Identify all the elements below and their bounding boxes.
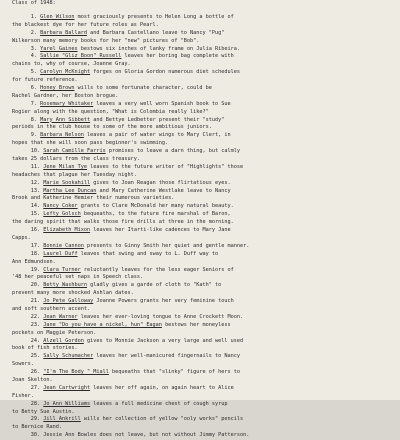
will-entry-line — [12, 85, 390, 93]
entry-text: leaves a full medicine chest of cough syrup — [93, 400, 228, 407]
will-entry-line — [12, 156, 390, 164]
entry-text: and soft southern accent. — [12, 305, 91, 312]
student-name: Betty Washburn — [43, 282, 87, 289]
entry-number: 17. — [30, 242, 41, 249]
will-entry-line — [12, 267, 390, 275]
entry-text: Rogier along with the question, "What is Colombia really like?" — [12, 108, 209, 115]
entry-text: Fisher. — [12, 392, 34, 399]
student-name: Mary Ann Sibbett — [40, 116, 91, 123]
will-entry-line — [12, 345, 390, 353]
will-entry-line — [12, 243, 390, 251]
student-name: Elizabeth Mixon — [43, 227, 91, 234]
will-entry-line — [12, 124, 390, 132]
will-entry-line — [12, 77, 390, 85]
entry-text: gives to Joan Reagan those flirtatious eyes. — [93, 179, 231, 186]
entry-number: 10. — [30, 148, 41, 155]
will-entry-line — [12, 140, 390, 148]
entry-text: leaves her ever-loving tongue to Anne Crockett Moon. — [80, 313, 244, 320]
will-entry-line — [12, 101, 390, 109]
will-entry-line — [12, 219, 390, 227]
entry-text: Jessie Ann Bowles does not leave, but not without Jimmy Patterson. — [43, 432, 250, 439]
entry-text: prevent many more shocked Ashlan dates. — [12, 290, 134, 297]
will-entry-line — [12, 109, 390, 117]
entry-text: and Mary Catherine Westlake leave to Nancy — [99, 187, 231, 194]
student-name: Jo Ann Williams — [43, 400, 91, 407]
entry-number: 30. — [30, 432, 41, 439]
will-entry-line — [12, 188, 390, 196]
will-entry-line — [12, 338, 390, 346]
entry-text: bequeaths that "slinky" figure of hers to — [111, 369, 241, 376]
will-entry-line — [12, 46, 390, 54]
entry-number: 3. — [30, 45, 37, 52]
entry-text: leaves that swing and sway to L. Duff way to — [80, 250, 219, 257]
entry-text: periods in the club house to some of the more ambitious juniors. — [12, 124, 212, 131]
will-entry-line — [12, 61, 390, 69]
student-name: Alzell Gordon — [43, 337, 84, 344]
will-entry-line — [12, 180, 390, 188]
will-entry-line — [12, 30, 390, 38]
entry-number: 29. — [30, 416, 41, 423]
entry-number: 1. — [30, 14, 37, 20]
will-entry-line — [12, 69, 390, 77]
will-entry-line — [12, 298, 390, 306]
entry-text: pockets on Maggie Peterson. — [12, 329, 97, 336]
entry-text: Ann Edmundsen. — [12, 258, 56, 265]
student-name: Barbara Nelson — [40, 132, 84, 139]
entry-text: leaves a pair of water wings to Mary Clert, in — [86, 132, 231, 139]
will-entry-line — [12, 235, 390, 243]
entry-number: 27. — [30, 384, 41, 391]
entry-text: Joanne Powers grants her very feminine touch — [96, 298, 234, 305]
page-heading: Class of 1948: — [12, 0, 56, 6]
will-entry-line — [12, 227, 390, 235]
entry-text: forges on Gloria Gordon numerous diet schedules — [93, 69, 241, 76]
entry-number: 9. — [30, 132, 37, 139]
entry-number: 15. — [30, 211, 41, 218]
student-name: Jean Warner — [43, 313, 78, 320]
will-entry-line — [12, 53, 390, 61]
student-name: Marie Sookahill — [43, 179, 91, 186]
entry-number: 7. — [30, 100, 37, 107]
entry-number: 18. — [30, 250, 41, 257]
student-name: Nancy Coker — [43, 203, 78, 210]
entry-number: 8. — [30, 116, 37, 123]
student-name: Glen Wilson — [40, 14, 75, 20]
will-entry-line — [12, 416, 390, 424]
will-entry-line — [12, 361, 390, 369]
will-entry-line — [12, 195, 390, 203]
will-entry-line — [12, 432, 390, 440]
entry-text: wills to some fortunate character, could be — [77, 85, 212, 92]
entry-text: leaves to the future writer of "Highlights" those — [90, 163, 244, 170]
entry-text: gives to Monnie Jackson a very large and well used — [86, 337, 244, 344]
entry-text: bestows her moneyless — [165, 321, 231, 328]
student-name: Yarel Gaines — [40, 45, 78, 52]
student-name: Bonnie Cannon — [43, 242, 84, 249]
will-entry-line — [12, 148, 390, 156]
will-entry-line — [12, 251, 390, 259]
student-name: Martha Lee Duncan — [43, 187, 97, 194]
entry-text: bestows six inches of lanky frame on Julia Ribeira. — [80, 45, 241, 52]
entry-text: the blackest dye for her future roles as Pearl. — [12, 21, 159, 28]
entry-text: leaves her Itarti-like cadences to Mary Jane — [93, 227, 231, 234]
entry-text: promises to leave a darn thing, but calmly — [108, 148, 241, 155]
will-entry-line — [12, 211, 390, 219]
entry-text: the daring spirit that walks those fire drills at three in the morning. — [12, 219, 234, 226]
entry-text: leaves her well-manicured fingernails to Nancy — [96, 353, 241, 360]
entry-text: grants to Clare McDonald her many natural beauty. — [80, 203, 234, 210]
entry-number: 26. — [30, 369, 41, 376]
entry-text: leaves her boring bag complete with — [124, 53, 234, 60]
entry-number: 11. — [30, 163, 41, 170]
entry-text: gladly gives a garde of cloth to "Kath" to — [90, 282, 222, 289]
entry-text: bequeaths, to the future fire marshal of Baron, — [83, 211, 231, 218]
will-entry-line — [12, 369, 390, 377]
will-entry-line — [12, 401, 390, 409]
entry-text: hopes that she will soon pass beginner's swimming. — [12, 140, 169, 147]
entry-text: presents to Ginny Smith her quiet and gentle manner. — [86, 242, 250, 249]
student-name: Jo Pete Galloway — [43, 298, 94, 305]
student-name: Carolyn McKnight — [40, 69, 91, 76]
entry-number: 12. — [30, 179, 41, 186]
entry-text: Brook and Katherine Hemier their numerous varieties. — [12, 195, 175, 202]
will-entry-line — [12, 424, 390, 432]
student-name: Sarah Camille Farris — [43, 148, 106, 155]
student-name: Jene Milan Tye — [43, 163, 87, 170]
will-entry-line — [12, 290, 390, 298]
will-entry-line — [12, 393, 390, 401]
entry-text: Capps. — [12, 234, 31, 241]
entry-number: 14. — [30, 203, 41, 210]
will-entry-line — [12, 172, 390, 180]
entry-number: 4. — [30, 53, 37, 60]
entry-text: '48 her peaceful set naps in Speech class. — [12, 274, 144, 281]
will-entries-list — [12, 14, 390, 440]
entry-number: 16. — [30, 227, 41, 234]
entry-number: 13. — [30, 187, 41, 194]
student-name: Clara Turner — [43, 266, 81, 273]
entry-number: 6. — [30, 85, 37, 92]
entry-text: Joan Skelton. — [12, 376, 53, 383]
will-entry-line — [12, 314, 390, 322]
entry-text: for future reference. — [12, 77, 78, 84]
entry-text: and Barbara Castellano leave to Nancy "Pug" — [90, 29, 225, 36]
entry-text: reluctantly leaves for the less eager Seniors of — [83, 266, 234, 273]
entry-number: 22. — [30, 313, 41, 320]
will-entry-line — [12, 322, 390, 330]
will-entry-line — [12, 132, 390, 140]
entry-number: 19. — [30, 266, 41, 273]
will-entry-line — [12, 259, 390, 267]
student-name: Laurel Duff — [43, 250, 78, 257]
student-name: Sallie "Gliz Boon" Russell — [40, 53, 122, 60]
entry-number: 20. — [30, 282, 41, 289]
entry-text: wills her collection of yellow "ooly works" pencils — [83, 416, 244, 423]
entry-text: Wilkerson many memory books for her "new" pictures of "Bob". — [12, 37, 200, 44]
will-entry-line — [12, 377, 390, 385]
entry-text: leaves a very well worn Spanish book to Sue — [96, 100, 231, 107]
entry-text: most graciously presents to Helen Long a bottle of — [77, 14, 234, 20]
will-entry-line — [12, 38, 390, 46]
entry-text: Sowers. — [12, 361, 34, 368]
entry-text: and Bettye Ledbetter present their "study" — [93, 116, 225, 123]
entry-number: 21. — [30, 298, 41, 305]
will-entry-line — [12, 22, 390, 30]
will-entry-line — [12, 306, 390, 314]
student-name: Rosemary Whitaker — [40, 100, 94, 107]
will-entry-line — [12, 203, 390, 211]
student-name: Jill Ankrill — [43, 416, 81, 423]
will-entry-line — [12, 14, 390, 22]
entry-number: 24. — [30, 337, 41, 344]
entry-number: 5. — [30, 69, 37, 76]
student-name: "I'm The Body " Miall — [43, 369, 109, 376]
entry-number: 28. — [30, 400, 41, 407]
will-entry-line — [12, 117, 390, 125]
will-entry-line — [12, 409, 390, 417]
will-entry-line — [12, 274, 390, 282]
student-name: Honey Brown — [40, 85, 75, 92]
will-entry-line — [12, 385, 390, 393]
entry-number: 2. — [30, 29, 37, 36]
will-entry-line — [12, 93, 390, 101]
will-entry-line — [12, 164, 390, 172]
entry-text: takes 25 dollars from the class treasury. — [12, 156, 141, 163]
student-name: Barbara Ballard — [40, 29, 87, 36]
student-name: Jane "Do you have a nickel, hun" Eagan — [43, 321, 162, 328]
entry-number: 23. — [30, 321, 41, 328]
entry-text: headaches that plague her Tuesday night. — [12, 171, 137, 178]
entry-text: Rachel Gardner, her Boston brogue. — [12, 92, 119, 99]
entry-text: book of fish stories. — [12, 345, 78, 352]
entry-text: chains to, why of course, Joanne Gray. — [12, 61, 131, 68]
student-name: Lefty Golsch — [43, 211, 81, 218]
will-entry-line — [12, 353, 390, 361]
entry-text: to Bernice Rand. — [12, 424, 62, 431]
entry-text: to Betty Sue Austin. — [12, 408, 75, 415]
will-entry-line — [12, 330, 390, 338]
student-name: Jean Cartwright — [43, 384, 91, 391]
entry-number: 25. — [30, 353, 41, 360]
entry-text: leaves her off again, on again heart to Alice — [93, 384, 234, 391]
student-name: Sally Schumacher — [43, 353, 94, 360]
will-entry-line — [12, 282, 390, 290]
